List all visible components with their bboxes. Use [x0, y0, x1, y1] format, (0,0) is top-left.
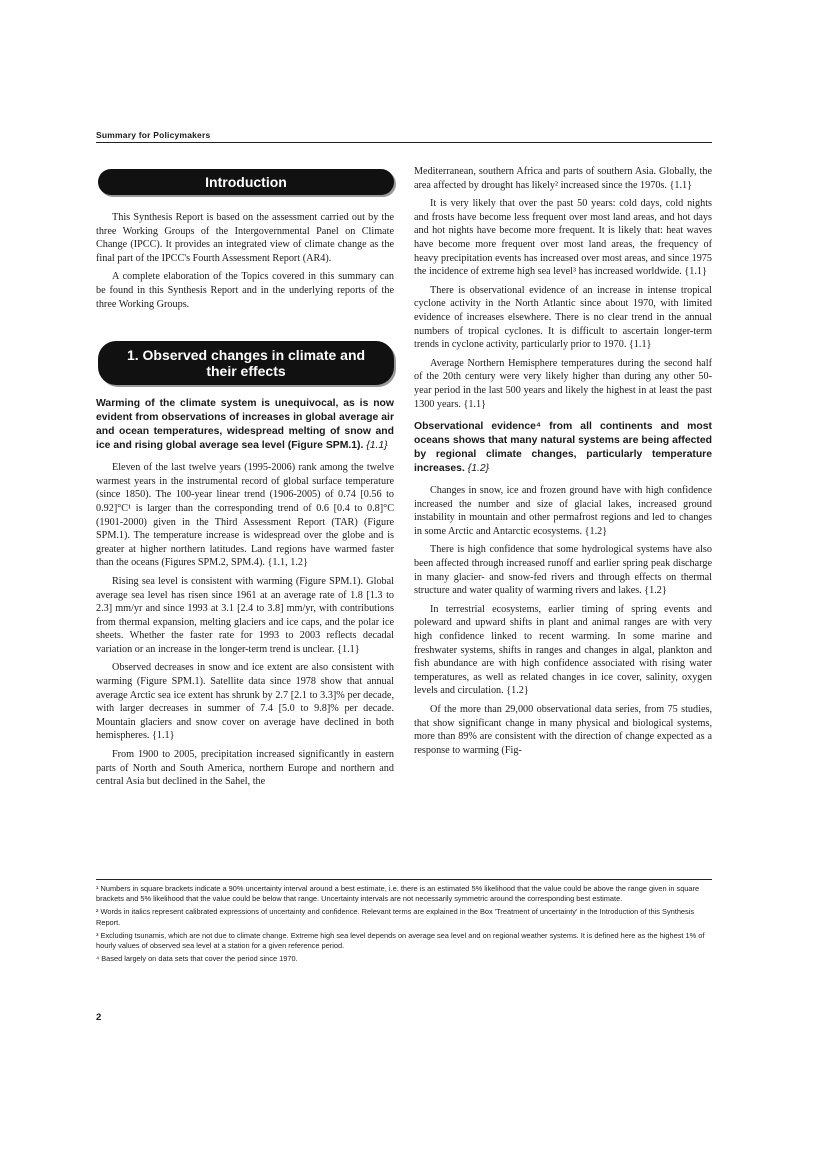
lead-statement-1: [96, 397, 394, 453]
paragraph-cyclones: There is observational evidence of an increase in intense tropical cyclone activity in the North Atlantic since about 1970, with limited evidence of increases elsewhere. There is no clear trend in the annual numbers of tropical cyclones. It is difficult to ascertain longer-term trends in cyclone activity, particularly prior to 1970. {1.1}: [414, 284, 712, 351]
page-number: 2: [96, 1012, 102, 1023]
footnotes: [96, 884, 712, 967]
paragraph-ecosystems: In terrestrial ecosystems, earlier timing of spring events and poleward and upward shifts in plant and animal ranges are with very high confidence linked to recent warming. In some marine and freshwater systems, shifts in ranges and changes in algal, plankton and fish abundance are with high confidence associated with rising water temperatures, as well as related changes in ice cover, salinity, oxygen levels and circulation. {1.2}: [414, 603, 712, 697]
intro-paragraph-2: A complete elaboration of the Topics covered in this summary can be found in this Synthesis Report and in the underlying reports of the three Working Groups.: [96, 271, 394, 310]
paragraph-frozen-ground: Changes in snow, ice and frozen ground have with high confidence increased the number and size of glacial lakes, increased ground instability in mountain and other permafrost regions and led to changes in some Arctic and Antarctic ecosystems. {1.2}: [414, 485, 712, 537]
paragraph-nh-temperatures: Average Northern Hemisphere temperatures during the second half of the 20th century were very likely higher than during any other 50-year period in the last 500 years and likely the highest in at least the past 1300 years. {1.1}: [414, 357, 712, 410]
running-head: Summary for Policymakers: [96, 130, 211, 140]
section-1-heading-line-2: their effects: [206, 363, 286, 380]
right-column: [414, 165, 712, 762]
footnote-rule: [96, 879, 712, 880]
lead-statement-2: [414, 420, 712, 476]
paragraph-hydrology: There is high confidence that some hydrological systems have also been affected through increased runoff and earlier spring peak discharge in many glacier- and snow-fed rivers and through effects on thermal structure and water quality of warming rivers and lakes. {1.2}: [414, 544, 712, 597]
introduction-heading: Introduction: [98, 169, 394, 195]
footnote-3: ³ Excluding tsunamis, which are not due to climate change. Extreme high sea level depends on average sea level and on regional weather systems. It is defined here as the highest 1% of hourly values of observed sea level at a station for a given reference period.: [96, 930, 705, 951]
lead-statement-2-ref: {1.2}: [467, 463, 490, 475]
paragraph-extremes: It is very likely that over the past 50 years: cold days, cold nights and frosts have become less frequent over most land areas, and hot days and hot nights have become more frequent. It is likely that: heat waves have become more frequent over most land areas, the frequency of heavy precipitation events has increased over most areas, and since 1975 the incidence of extreme high sea level³ has increased worldwide. {1.1}: [414, 198, 712, 278]
lead-statement-1-ref: {1.1}: [366, 440, 388, 452]
paragraph-sea-level: Rising sea level is consistent with warming (Figure SPM.1). Global average sea level has risen since 1961 at an average rate of 1.8 [1.3 to 2.3] mm/yr and since 1993 at 3.1 [2.4 to 3.8] mm/yr, with contributions from thermal expansion, melting glaciers and ice caps, and the polar ice sheets. Whether the faster rate for 1993 to 2003 reflects decadal variation or an increase in the longer-term trend is unclear. {1.1}: [96, 575, 394, 655]
paragraph-precipitation: From 1900 to 2005, precipitation increased significantly in eastern parts of North and South America, northern Europe and northern and central Asia but declined in the Sahel, the: [96, 749, 394, 788]
footnote-4: ⁴ Based largely on data sets that cover the period since 1970.: [96, 954, 298, 964]
footnote-2: ² Words in italics represent calibrated expressions of uncertainty and confidence. Relevant terms are explained in the Box 'Treatment of uncertainty' in the Introduction of this Synthesis Report.: [96, 907, 695, 927]
section-1-heading: [98, 341, 394, 385]
footnote-1: ¹ Numbers in square brackets indicate a 90% uncertainty interval around a best estimate, i.e. there is an estimated 5% likelihood that the value could be above the range given in square brackets and 5% likelihood that the value could be below that range. Uncertainty intervals are not necessarily symmetric around the corresponding best estimate.: [96, 884, 700, 904]
paragraph-temperature: Eleven of the last twelve years (1995-2006) rank among the twelve warmest years in the instrumental record of global surface temperature (since 1850). The 100-year linear trend (1906-2005) of 0.74 [0.56 to 0.92]°C¹ is larger than the corresponding trend of 0.6 [0.4 to 0.8]°C (1901-2000) given in the Third Assessment Report (TAR) (Figure SPM.1). The temperature increase is widespread over the globe and is greater at higher northern latitudes. Land regions have warmed faster than the oceans (Figures SPM.2, SPM.4). {1.1, 1.2}: [96, 462, 394, 569]
lead-statement-2-text: Observational evidence⁴ from all continents and most oceans shows that many natural systems are being affected by regional climate changes, particularly temperature increases.: [414, 421, 712, 475]
paragraph-precipitation-continued: Mediterranean, southern Africa and parts of southern Asia. Globally, the area affected by drought has likely² increased since the 1970s. {1.1}: [414, 166, 712, 191]
left-column: [96, 165, 394, 794]
header-rule: [96, 142, 712, 143]
paragraph-data-series: Of the more than 29,000 observational data series, from 75 studies, that show significant change in many physical and biological systems, more than 89% are consistent with the direction of change expected as a response to warming (Fig-: [414, 704, 712, 756]
lead-statement-1-text: Warming of the climate system is unequivocal, as is now evident from observations of increases in global average air and ocean temperatures, widespread melting of snow and ice and rising global average sea level (Figure SPM.1).: [96, 398, 394, 452]
paragraph-snow-ice: Observed decreases in snow and ice extent are also consistent with warming (Figure SPM.1). Satellite data since 1978 show that annual average Arctic sea ice extent has shrunk by 2.7 [2.1 to 3.3]% per decade, with larger decreases in summer of 7.4 [5.0 to 9.8]% per decade. Mountain glaciers and snow cover on average have declined in both hemispheres. {1.1}: [96, 662, 394, 742]
intro-paragraph-1: This Synthesis Report is based on the assessment carried out by the three Working Groups of the Intergovernmental Panel on Climate Change (IPCC). It provides an integrated view of climate change as the final part of the IPCC's Fourth Assessment Report (AR4).: [96, 212, 394, 264]
section-1-heading-line-1: 1. Observed changes in climate and: [126, 347, 366, 364]
